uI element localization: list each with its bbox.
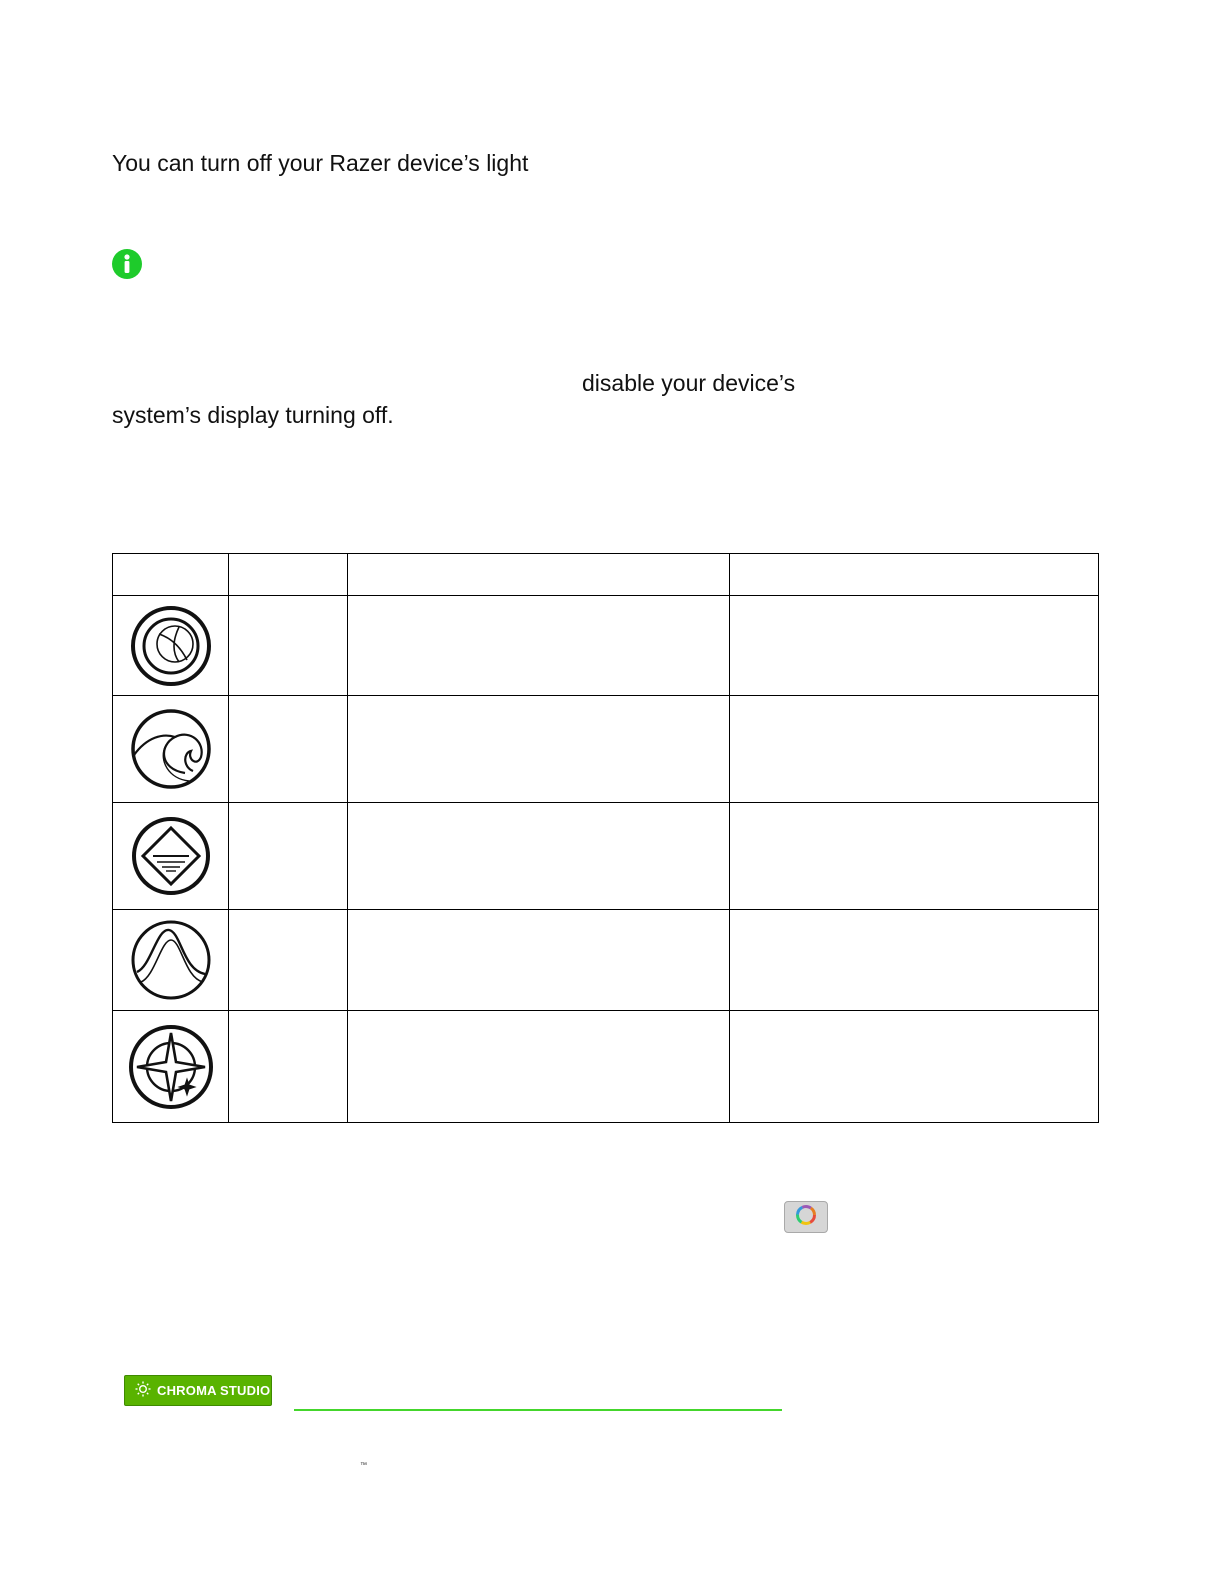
breathing-curve-icon (113, 918, 228, 1002)
wave-icon (113, 707, 228, 791)
effect-name-cell (229, 803, 348, 910)
table-header-cell (113, 554, 229, 596)
effect-customize-cell (730, 696, 1099, 803)
effect-icon-cell (113, 910, 229, 1011)
table-row (113, 910, 1099, 1011)
effect-description-cell (348, 910, 730, 1011)
effect-customize-cell (730, 596, 1099, 696)
table-row (113, 1011, 1099, 1123)
ambient-globe-icon (113, 604, 228, 688)
color-palette-button[interactable] (784, 1201, 828, 1233)
diamond-layers-icon (113, 814, 228, 898)
effect-customize-cell (730, 910, 1099, 1011)
effect-name-cell (229, 596, 348, 696)
effect-name-cell (229, 696, 348, 803)
lighting-effects-table (112, 553, 1099, 1123)
sun-icon (135, 1381, 157, 1400)
chroma-studio-label: CHROMA STUDIO (157, 1383, 271, 1398)
trademark-symbol: ™ (360, 1462, 367, 1469)
effect-description-cell (348, 1011, 730, 1123)
note-text-fragment: disable your device’s (582, 370, 796, 396)
table-header-cell (229, 554, 348, 596)
table-row (113, 803, 1099, 910)
effect-icon-cell (113, 1011, 229, 1123)
effect-description-cell (348, 803, 730, 910)
effect-customize-cell (730, 1011, 1099, 1123)
info-icon (111, 248, 143, 280)
table-header-row (113, 554, 1099, 596)
effect-icon-cell (113, 803, 229, 910)
effect-name-cell (229, 910, 348, 1011)
color-wheel-icon (796, 1205, 816, 1230)
table-row (113, 696, 1099, 803)
effect-customize-cell (730, 803, 1099, 910)
table-header-cell (730, 554, 1099, 596)
effect-description-cell (348, 696, 730, 803)
table-header-cell (348, 554, 730, 596)
link-underline[interactable] (294, 1409, 782, 1411)
starlight-sparkle-icon (113, 1023, 228, 1111)
effect-description-cell (348, 596, 730, 696)
table-row (113, 596, 1099, 696)
chroma-studio-button[interactable] (124, 1375, 272, 1406)
note-text-continuation: system’s display turning off. (112, 402, 394, 428)
intro-text: You can turn off your Razer device’s light (112, 150, 529, 176)
effect-icon-cell (113, 696, 229, 803)
effect-name-cell (229, 1011, 348, 1123)
effect-icon-cell (113, 596, 229, 696)
